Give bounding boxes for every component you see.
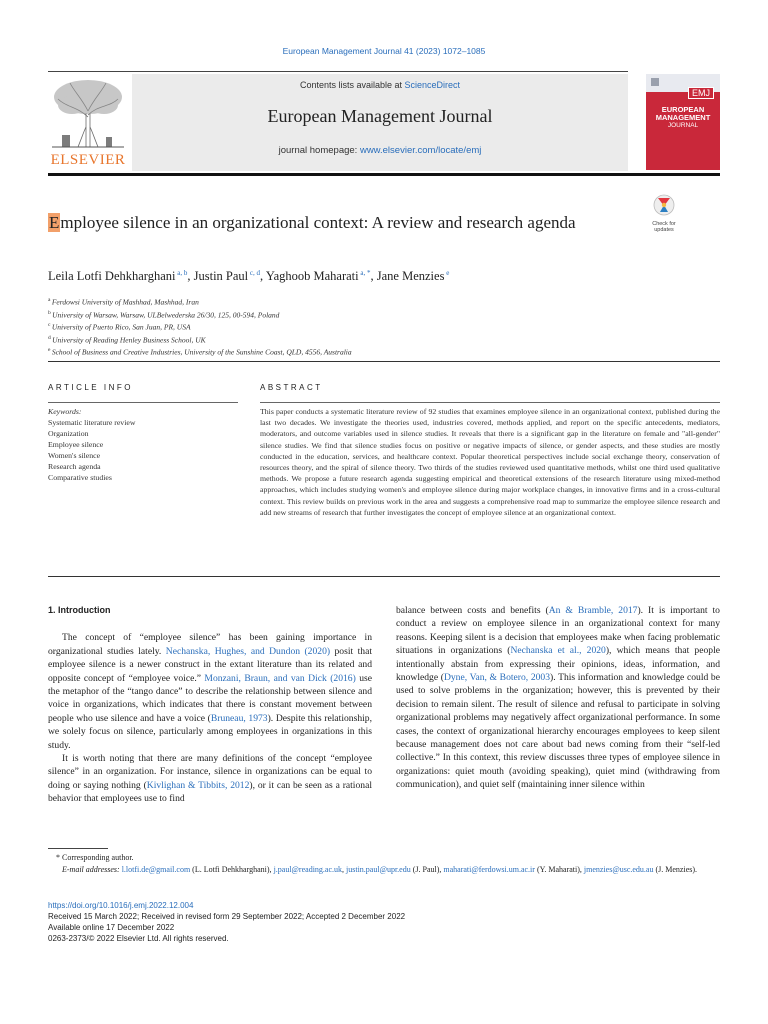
affiliation-item (48, 333, 548, 346)
homepage-prefix: journal homepage: (278, 145, 360, 156)
copyright-notice: 0263-2373/© 2022 Elsevier Ltd. All rights reserved. (48, 934, 229, 943)
cover-badge: EMJ (688, 87, 714, 99)
author-name[interactable]: Justin Paul (193, 269, 249, 284)
crossmark-label-1: Check for (652, 221, 676, 227)
received-dates: Received 15 March 2022; Received in revised form 29 September 2022; Accepted 2 December 2022 (48, 912, 406, 921)
author-separator: , (187, 269, 194, 284)
reference-link[interactable]: justin.paul@upr.edu (346, 864, 411, 874)
text-run: ), or it can be seen as a rational behavior that employees use to find (48, 779, 372, 805)
body-column-left (48, 604, 372, 806)
homepage-line (132, 145, 628, 156)
body-paragraph (48, 631, 372, 752)
author-separator: , (260, 269, 266, 284)
affiliation-key: a (48, 297, 52, 303)
reference-link[interactable]: Kivlighan & Tibbits, 2012 (146, 779, 250, 791)
check-for-updates-button[interactable] (646, 194, 682, 233)
keyword-item: Employee silence (48, 440, 104, 449)
email-addresses (48, 864, 720, 876)
reference-link[interactable]: Nechanska et al., 2020 (510, 645, 606, 657)
section-heading-introduction: 1. Introduction (48, 605, 111, 615)
body-paragraph (48, 752, 372, 806)
reference-link[interactable]: l.lotfi.de@gmail.com (121, 864, 191, 874)
author-separator: , (370, 269, 377, 284)
text-run: (J. Menzies). (653, 864, 698, 874)
reference-link[interactable]: Bruneau, 1973 (210, 712, 268, 724)
elsevier-tree-icon (48, 77, 128, 149)
text-run: (Y. Maharati), (534, 864, 584, 874)
affiliation-text: Ferdowsi University of Mashhad, Mashhad, Iran (51, 297, 199, 307)
affiliation-item (48, 345, 548, 358)
affiliation-key: d (48, 334, 53, 341)
text-run: The concept of “employee silence” has been gaining importance in organizational studies lately. (48, 632, 372, 657)
author-list (48, 269, 449, 284)
author-name[interactable]: Leila Lotfi Dehkharghani (48, 269, 176, 284)
abstract-text: This paper conducts a systematic literature review of 92 studies that examines employee silence in an organizational context, published during the last two decades. We investigate the theories used, industries covered, methods applied, and report on the specific antecedents, mediators, moderators, and outcome variables used in silence studies. It reveals that there is a significant gap in the literature on female and "all-gender" silence studies. We find that silence studies focus on positive or negative impacts of silence, or gender aspects, and these studies are mostly conducted in the education, services, and healthcare context. Popular theoretical perspectives include social exchange theory, conservation of resources theory, and the spiral of silence theory. Two thirds of the studies reviewed used quantitative methods, whilst one third used qualitative methods. We propose a future research agenda suggesting empirical and theoretical extensions of the research literature using mixed-method approaches, which includes studying women's and employee silence during major workplace changes, in innovative firms and in a cross-cultural context. This review builds on previous work in the area and suggests a comprehensive road map to summarize the employee silence research and add new streams of research that further investigates the concept of employee silence at an organizational context. (260, 407, 720, 517)
header-top-rule (48, 71, 628, 72)
journal-info-box (132, 74, 628, 171)
text-run: (J. Paul), (410, 864, 444, 874)
keyword-item: Women's silence (48, 451, 101, 460)
text-run: , (342, 864, 347, 874)
email-list (120, 865, 697, 874)
text-run: It is worth noting that there are many definitions of the concept “employee silence” in an organization. For instance, silence in organizations can be equal to doing or saying nothing ( (48, 753, 372, 791)
text-run: ). Despite this relationship, we solely focus on silence, particularly among employees in organizations in this study. (48, 712, 372, 751)
footnotes (48, 852, 720, 875)
author-name[interactable]: Jane Menzies (376, 269, 445, 284)
body-paragraph (396, 604, 720, 792)
text-run: balance between costs and benefits ( (396, 605, 549, 616)
abstract-rule (260, 402, 720, 403)
keywords-block (48, 406, 238, 483)
keywords-list (48, 417, 238, 483)
title-rest: mployee silence in an organizational context: A review and research agenda (60, 213, 576, 232)
elsevier-logo[interactable] (48, 77, 128, 169)
journal-header (48, 71, 720, 173)
reference-link[interactable]: j.paul@reading.ac.uk (273, 864, 343, 874)
keywords-label: Keywords: (48, 407, 82, 416)
abstract-heading: ABSTRACT (260, 383, 323, 392)
reference-link[interactable]: Dyne, Van, & Botero, 2003 (443, 672, 551, 684)
article-info-rule (48, 402, 238, 403)
reference-link[interactable]: Monzani, Braun, and van Dick (2016) (204, 672, 356, 684)
affiliation-key: c (48, 322, 52, 328)
sciencedirect-link[interactable]: ScienceDirect (404, 80, 461, 90)
cover-title-line-3: JOURNAL (667, 122, 699, 129)
keyword-item: Comparative studies (48, 473, 112, 482)
corresponding-author-note: * Corresponding author. (56, 853, 134, 862)
contents-line (132, 80, 628, 90)
keyword-item: Organization (48, 429, 89, 438)
affiliation-key: b (48, 309, 53, 316)
journal-citation-link[interactable]: European Management Journal 41 (2023) 1072–1085 (282, 46, 486, 56)
author-affiliation-marker[interactable]: a, * (358, 269, 371, 277)
keyword-item: Research agenda (48, 462, 101, 471)
reference-link[interactable]: An & Bramble, 2017 (548, 605, 638, 616)
affiliation-text: University of Puerto Rico, San Juan, PR, USA (51, 322, 191, 332)
journal-cover-thumbnail[interactable] (646, 74, 720, 170)
text-run: ). This information and knowledge could be used to solve problems in the organization; however, this is prevented by their decision to remain silent. The result of silence and refusal to participate in solving organizational problems may negatively affect organizational performance. In some cases, the context of organizational hierarchy encourages employees to keep silent because management does not care about bad news coming from their “self-led collective.” In this context, this review discusses three types of employee silence in organizations: quiet mouth (avoiding speaking), quiet mind (withdrawing from communication), and quiet self (maintaining inner silence within (396, 672, 720, 791)
author-name[interactable]: Yaghoob Maharati (265, 269, 359, 284)
affiliation-bottom-rule (48, 361, 720, 362)
reference-link[interactable]: maharati@ferdowsi.um.ac.ir (443, 864, 535, 874)
affiliation-text: University of Reading Henley Business School, UK (52, 335, 206, 344)
affiliation-key: e (48, 347, 52, 353)
cover-elsevier-mini-icon (650, 77, 660, 87)
author-affiliation-marker[interactable]: e (444, 269, 450, 277)
elsevier-wordmark: ELSEVIER (50, 152, 126, 168)
contents-prefix: Contents lists available at (299, 80, 405, 90)
text-run: ). It is important to conduct a review on employee silence in an organizational context for many reasons. Keeping silent is a decision that employees make when facing problematic situations in organizations ( (396, 605, 720, 657)
reference-link[interactable]: jmenzies@usc.edu.au (583, 864, 654, 874)
author-affiliation-marker[interactable]: c, d (248, 269, 261, 277)
publication-info (48, 900, 720, 944)
keyword-item: Systematic literature review (48, 418, 136, 427)
email-label: E-mail addresses: (62, 864, 120, 874)
journal-homepage-link[interactable]: www.elsevier.com/locate/emj (359, 145, 482, 156)
crossmark-label-2: updates (654, 227, 674, 233)
affiliation-list (48, 295, 548, 358)
title-initial: E (49, 213, 60, 232)
reference-link[interactable]: Nechanska, Hughes, and Dundon (2020) (165, 645, 331, 657)
crossmark-icon (651, 194, 677, 216)
abstract-bottom-rule (48, 576, 720, 577)
header-bottom-rule (48, 173, 720, 176)
affiliation-item (48, 295, 548, 308)
text-run: use the metaphor of the “tango dance” to describe the relationship between silence and voice in organizations, which indicates that there is constant movement between people who use silence and have a voice ( (48, 672, 373, 724)
text-run: ), which means that people intentionally abstain from expressing their opinions, ideas, information, and knowledge ( (396, 645, 720, 684)
cover-title-line-2: MANAGEMENT (655, 113, 711, 122)
text-run: posit that employee silence is a newer construct in the extant literature than its related and opposite concept of “employee voice.” (48, 645, 372, 684)
author-affiliation-marker[interactable]: a, b (175, 269, 188, 277)
article-info-heading: ARTICLE INFO (48, 383, 133, 392)
text-run: (L. Lotfi Dehkharghani), (190, 864, 274, 874)
affiliation-item (48, 320, 548, 333)
doi-link[interactable]: https://doi.org/10.1016/j.emj.2022.12.004 (48, 901, 194, 910)
affiliation-item (48, 308, 548, 321)
body-column-right (396, 604, 720, 792)
affiliation-text: University of Warsaw, Warsaw, ULBelwederska 26/30, 125, 00-594, Poland (52, 310, 280, 319)
cover-title-line-1: EUROPEAN (661, 105, 705, 114)
cover-title (646, 106, 720, 130)
footnote-rule (48, 848, 108, 849)
available-online-date: Available online 17 December 2022 (48, 923, 175, 932)
article-title (48, 211, 608, 234)
journal-title: European Management Journal (267, 106, 493, 126)
affiliation-text: School of Business and Creative Industries, University of the Sunshine Coast, QLD, 4556, Australia (51, 347, 352, 357)
